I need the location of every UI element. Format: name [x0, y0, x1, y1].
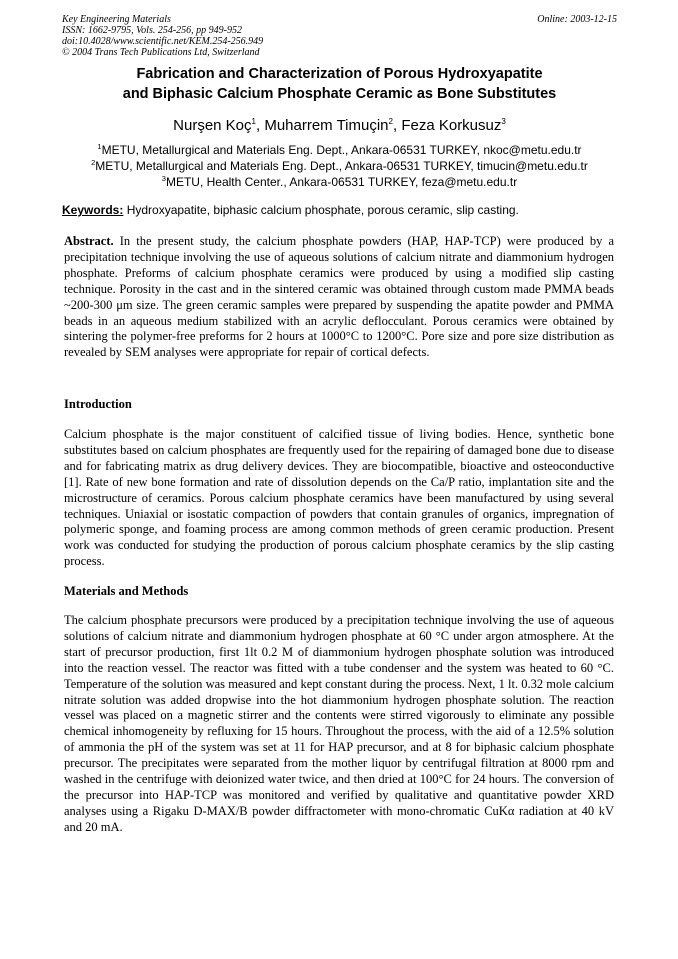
introduction-text: Calcium phosphate is the major constituent of calcified tissue of living bodies. Hence, synthetic bone substitutes based on calcium phosphates are frequently used for the repairing of damaged bone due to disease and for fabricating matrix as drug delivery devices. They are biocompatible, bioactive and osteoconductive [1]. Rate of new bone formation and rate of dissolution depends on the Ca/P ratio, implantation site and the microstructure of ceramics. Porous calcium phosphate ceramics have been manufactured by using several techniques. Uniaxial or isostatic compaction of powders that contain granules of organics, impregnation of polymeric sponge, and foaming process are among common methods of green ceramic production. Present work was conducted for studying the production of porous calcium phosphate ceramics by the slip casting process. — [64, 427, 614, 569]
abstract-text: In the present study, the calcium phosphate powders (HAP, HAP-TCP) were produced by a precipitation technique involving the use of aqueous solutions of calcium nitrate and diammonium hydrogen phosphate. Preforms of calcium phosphate ceramics were produced by using a modified slip casting technique. Porosity in the cast and in the sintered ceramic was obtained through custom made PMMA beads ~200-300 μm size. The green ceramic samples were prepared by suspending the apatite powder and PMMA beads in an aqueous medium stabilized with an acrylic deflocculant. Porous ceramics were obtained by sintering the polymer-free preforms for 2 hours at 1000°C to 1200°C. Pore size and pore size distribution as revealed by SEM analyses were appropriate for repair of cortical defects. — [64, 234, 614, 360]
doi-line[interactable]: doi:10.4028/www.scientific.net/KEM.254-256.949 — [62, 36, 264, 47]
author-separator: , — [392, 117, 402, 134]
affiliation-3-text: METU, Health Center., Ankara-06531 TURKEY, feza@metu.edu.tr — [165, 175, 518, 189]
paper-title — [62, 64, 617, 104]
keywords-text: Hydroxyapatite, biphasic calcium phosphate, porous ceramic, slip casting. — [123, 203, 519, 217]
materials-methods-text: The calcium phosphate precursors were produced by a precipitation technique involving the use of aqueous solutions of calcium nitrate and diammonium hydrogen phosphate at 60 °C under argon atmosphere. At the start of precursor production, first 1lt 0.2 M of diammonium hydrogen phosphate solution was introduced into the reaction vessel. The reactor was fitted with a tube condenser and the system was heated to 60 °C. Temperature of the solution was measured and kept constant during the process. Next, 1 lt. 0.32 mole calcium nitrate solution was added dropwise into the hot diammonium hydrogen phosphate solution. The reaction vessel was placed on a magnetic stirrer and the contents were stirred vigorously to eliminate any possible chemical inhomogeneity by refluxing for 15 hours. Throughout the process, with the aid of a 12.5% solution of ammonia the pH of the system was set at 11 for HAP precursor, and at 8 for biphasic calcium phosphate precursor. The precipitates were separated from the mother liquor by centrifugal filtration at 8000 rpm and washed in the centrifuge with deionized water twice, and then dried at 100°C for 24 hours. The conversion of the precursor into HAP-TCP was monitored and verified by qualitative and quantitative powder XRD analyses using a Rigaku D-MAX/B powder diffractometer with mono-chromatic CuKα radiation at 40 kV and 20 mA. — [64, 613, 614, 834]
affiliation-3 — [62, 174, 617, 190]
online-date: Online: 2003-12-15 — [537, 14, 617, 25]
author-separator: , — [255, 117, 265, 134]
author-3: Feza Korkusuz — [401, 117, 502, 134]
introduction-heading: Introduction — [64, 397, 132, 411]
author-1-affil: 1 — [251, 117, 256, 126]
copyright-line: © 2004 Trans Tech Publications Ltd, Switzerland — [62, 47, 260, 58]
keywords-label: Keywords: — [62, 203, 124, 217]
issn-line: ISSN: 1662-9795, Vols. 254-256, pp 949-952 — [62, 25, 242, 36]
author-2-affil: 2 — [388, 117, 393, 126]
affiliation-1 — [62, 142, 617, 158]
title-line-1: Fabrication and Characterization of Porous Hydroxyapatite — [136, 66, 543, 82]
title-line-2: and Biphasic Calcium Phosphate Ceramic as Bone Substitutes — [122, 86, 557, 102]
abstract-label: Abstract. — [64, 234, 114, 248]
author-list — [62, 116, 617, 136]
journal-name: Key Engineering Materials — [62, 14, 171, 25]
author-1: Nurşen Koç — [173, 117, 252, 134]
author-2: Muharrem Timuçin — [264, 117, 389, 134]
abstract — [64, 234, 614, 361]
keywords — [62, 202, 617, 218]
affiliation-2 — [62, 158, 617, 174]
affiliation-3-mark: 3 — [161, 174, 166, 183]
affiliation-2-mark: 2 — [91, 158, 96, 167]
affiliation-1-text: METU, Metallurgical and Materials Eng. Dept., Ankara-06531 TURKEY, nkoc@metu.edu.tr — [101, 143, 582, 157]
materials-methods-heading: Materials and Methods — [64, 584, 189, 598]
affiliation-2-text: METU, Metallurgical and Materials Eng. Dept., Ankara-06531 TURKEY, timucin@metu.edu.tr — [95, 159, 588, 173]
author-3-affil: 3 — [501, 117, 506, 126]
journal-header — [62, 14, 617, 58]
affiliations — [62, 142, 617, 190]
affiliation-1-mark: 1 — [97, 142, 102, 151]
